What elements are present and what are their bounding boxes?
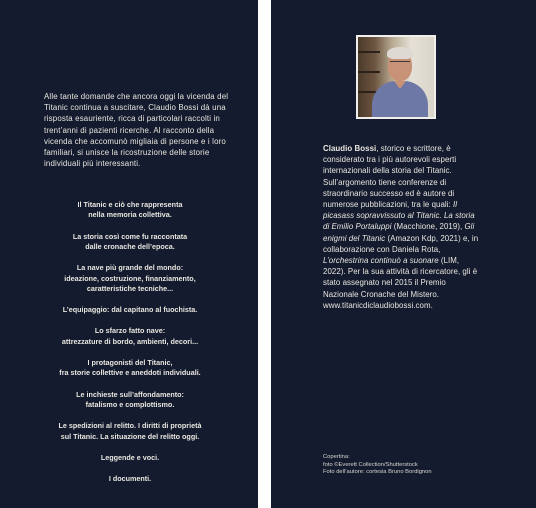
topic-line: Il Titanic e ciò che rappresenta bbox=[77, 200, 183, 209]
topic-line: La nave più grande del mondo: bbox=[76, 263, 184, 273]
topic-line: L’equipaggio: dal capitano al fuochista. bbox=[62, 305, 198, 315]
author-website: www.titanicdiclaudiobossi.com. bbox=[323, 300, 433, 310]
intro-paragraph: Alle tante domande che ancora oggi la vicenda del Titanic continua a suscitare, Claudio Bossi dà una risposta esauriente, ricca di particolari raccolti in trent’anni di pazienti ricerche. Al racconto della vicenda che accomunò migliaia di persone e i loro familiari, si unisce la ricostruzione delle storie individuali più interessanti. bbox=[44, 92, 229, 169]
topic-line: La storia così come fu raccontata bbox=[72, 231, 188, 241]
topic-line: fatalismo e complottismo. bbox=[85, 400, 175, 410]
back-flap-right bbox=[271, 0, 536, 508]
topic-line: sul Titanic. La situazione del relitto oggi. bbox=[60, 431, 200, 441]
topic-line: Le spedizioni al relitto. I diritti di proprietà bbox=[58, 421, 202, 431]
author-photo-image bbox=[358, 37, 434, 117]
topic-line: dalle cronache dell’epoca. bbox=[85, 242, 175, 252]
bio-text-2: (Macchione, 2019), bbox=[391, 222, 465, 232]
topic-line: Leggende e voci. bbox=[100, 452, 160, 462]
topic-item bbox=[36, 200, 224, 221]
topic-line: Lo sfarzo fatto nave: bbox=[94, 326, 166, 336]
book-title-1: Il picasass sopravvissuto al Titanic. La storia di Emilio Portaluppi bbox=[323, 200, 475, 232]
topic-item bbox=[36, 390, 224, 411]
author-photo bbox=[356, 35, 436, 119]
topic-item bbox=[36, 263, 224, 294]
topics-list bbox=[36, 200, 224, 495]
topic-line: fra storie collettive e aneddoti individuali. bbox=[59, 368, 201, 378]
back-flap-left bbox=[0, 0, 258, 508]
topic-line: nella memoria collettiva. bbox=[88, 210, 172, 220]
photo-credits bbox=[323, 454, 523, 477]
author-bio bbox=[323, 143, 483, 311]
book-title-2: Gli enigmi del Titanic bbox=[323, 222, 475, 243]
topic-item bbox=[36, 305, 224, 315]
bio-text-4: (LIM, 2022). Per la sua attività di ricercatore, gli è stato assegnato nel 2015 il Premio Nazionale Cronache del Mistero. bbox=[323, 256, 478, 299]
bio-text-3: (Amazon Kdp, 2021) e, in collaborazione con Daniela Rota, bbox=[323, 233, 479, 254]
topic-line: Le inchieste sull’affondamento: bbox=[76, 389, 184, 399]
topic-item bbox=[36, 421, 224, 442]
bio-text-1: , storico e scrittore, è considerato tra i più autorevoli esperti internazionali della storia del Titanic. Sull’argomento tiene conferenze di straordinario successo ed è autore di numerose pubblicazioni, tra le quali: bbox=[323, 144, 457, 210]
credit-line: foto ©Everett Collection/Shutterstock bbox=[323, 461, 418, 468]
topic-line: I protagonisti del Titanic, bbox=[87, 358, 173, 368]
topic-item bbox=[36, 326, 224, 347]
author-name: Claudio Bossi bbox=[323, 144, 377, 153]
topic-line: caratteristiche tecniche... bbox=[86, 284, 174, 294]
topic-item bbox=[36, 232, 224, 253]
credit-line: Copertina: bbox=[323, 454, 350, 460]
topic-item bbox=[36, 358, 224, 379]
topic-item bbox=[36, 453, 224, 463]
topic-item bbox=[36, 474, 224, 484]
topic-line: I documenti. bbox=[108, 474, 152, 484]
credit-line: Foto dell’autore: cortesia Bruno Bordignon bbox=[323, 469, 432, 476]
book-title-3: L’orchestrina continuò a suonare bbox=[323, 256, 439, 266]
topic-line: attrezzature di bordo, ambienti, decori... bbox=[61, 336, 199, 346]
topic-line: ideazione, costruzione, finanziamento, bbox=[64, 273, 196, 283]
